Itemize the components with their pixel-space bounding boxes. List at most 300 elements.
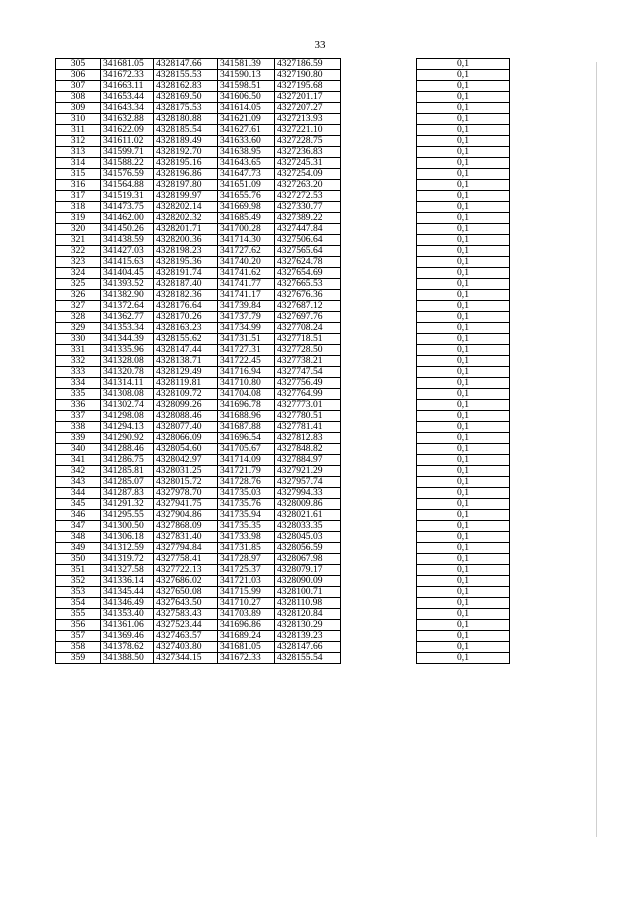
point-number-cell: 315 (56, 169, 101, 180)
y1-coordinate-cell: 4328042.97 (154, 455, 218, 466)
right-margin-rule (596, 62, 597, 837)
y2-coordinate-cell: 4327254.09 (275, 169, 341, 180)
y1-coordinate-cell: 4328099.26 (154, 400, 218, 411)
y1-coordinate-cell: 4328187.40 (154, 279, 218, 290)
x2-coordinate-cell: 341714.09 (218, 455, 275, 466)
x1-coordinate-cell: 341462.00 (101, 213, 154, 224)
empty-column-cell (341, 389, 417, 400)
y2-coordinate-cell: 4327747.54 (275, 367, 341, 378)
value-cell: 0,1 (417, 609, 510, 620)
point-number-cell: 332 (56, 356, 101, 367)
value-cell: 0,1 (417, 246, 510, 257)
table-row (56, 499, 510, 510)
x2-coordinate-cell: 341728.76 (218, 477, 275, 488)
empty-column-cell (341, 81, 417, 92)
y2-coordinate-cell: 4328147.66 (275, 642, 341, 653)
y2-coordinate-cell: 4327738.21 (275, 356, 341, 367)
x1-coordinate-cell: 341314.11 (101, 378, 154, 389)
table-row (56, 587, 510, 598)
x2-coordinate-cell: 341700.28 (218, 224, 275, 235)
y2-coordinate-cell: 4327201.17 (275, 92, 341, 103)
point-number-cell: 326 (56, 290, 101, 301)
y2-coordinate-cell: 4327236.83 (275, 147, 341, 158)
y1-coordinate-cell: 4328185.54 (154, 125, 218, 136)
table-row (56, 224, 510, 235)
table-row (56, 466, 510, 477)
y2-coordinate-cell: 4327195.68 (275, 81, 341, 92)
empty-column-cell (341, 565, 417, 576)
x1-coordinate-cell: 341336.14 (101, 576, 154, 587)
x2-coordinate-cell: 341710.27 (218, 598, 275, 609)
value-cell: 0,1 (417, 81, 510, 92)
x2-coordinate-cell: 341737.79 (218, 312, 275, 323)
value-cell: 0,1 (417, 356, 510, 367)
y1-coordinate-cell: 4328109.72 (154, 389, 218, 400)
point-number-cell: 320 (56, 224, 101, 235)
x1-coordinate-cell: 341404.45 (101, 268, 154, 279)
point-number-cell: 333 (56, 367, 101, 378)
empty-column-cell (341, 268, 417, 279)
y2-coordinate-cell: 4327781.41 (275, 422, 341, 433)
y1-coordinate-cell: 4328163.23 (154, 323, 218, 334)
x2-coordinate-cell: 341627.61 (218, 125, 275, 136)
y1-coordinate-cell: 4328198.23 (154, 246, 218, 257)
y2-coordinate-cell: 4327186.59 (275, 59, 341, 70)
y1-coordinate-cell: 4328077.40 (154, 422, 218, 433)
point-number-cell: 348 (56, 532, 101, 543)
point-number-cell: 331 (56, 345, 101, 356)
empty-column-cell (341, 422, 417, 433)
point-number-cell: 308 (56, 92, 101, 103)
value-cell: 0,1 (417, 455, 510, 466)
value-cell: 0,1 (417, 257, 510, 268)
point-number-cell: 314 (56, 158, 101, 169)
value-cell: 0,1 (417, 411, 510, 422)
empty-column-cell (341, 334, 417, 345)
x2-coordinate-cell: 341681.05 (218, 642, 275, 653)
table-row (56, 433, 510, 444)
x2-coordinate-cell: 341715.99 (218, 587, 275, 598)
empty-column-cell (341, 235, 417, 246)
value-cell: 0,1 (417, 433, 510, 444)
point-number-cell: 305 (56, 59, 101, 70)
value-cell: 0,1 (417, 92, 510, 103)
x1-coordinate-cell: 341663.11 (101, 81, 154, 92)
y2-coordinate-cell: 4328090.09 (275, 576, 341, 587)
y2-coordinate-cell: 4327812.83 (275, 433, 341, 444)
point-number-cell: 357 (56, 631, 101, 642)
value-cell: 0,1 (417, 147, 510, 158)
x1-coordinate-cell: 341611.02 (101, 136, 154, 147)
table-row (56, 631, 510, 642)
point-number-cell: 313 (56, 147, 101, 158)
x1-coordinate-cell: 341438.59 (101, 235, 154, 246)
x2-coordinate-cell: 341705.67 (218, 444, 275, 455)
value-cell: 0,1 (417, 59, 510, 70)
x1-coordinate-cell: 341622.09 (101, 125, 154, 136)
y2-coordinate-cell: 4327330.77 (275, 202, 341, 213)
coordinates-table (55, 58, 510, 664)
x2-coordinate-cell: 341672.33 (218, 653, 275, 664)
point-number-cell: 312 (56, 136, 101, 147)
y1-coordinate-cell: 4328191.74 (154, 268, 218, 279)
y1-coordinate-cell: 4328088.46 (154, 411, 218, 422)
empty-column-cell (341, 323, 417, 334)
point-number-cell: 339 (56, 433, 101, 444)
point-number-cell: 356 (56, 620, 101, 631)
y1-coordinate-cell: 4328031.25 (154, 466, 218, 477)
value-cell: 0,1 (417, 554, 510, 565)
x2-coordinate-cell: 341735.76 (218, 499, 275, 510)
point-number-cell: 334 (56, 378, 101, 389)
x1-coordinate-cell: 341344.39 (101, 334, 154, 345)
table-row (56, 59, 510, 70)
empty-column-cell (341, 224, 417, 235)
y1-coordinate-cell: 4328054.60 (154, 444, 218, 455)
y1-coordinate-cell: 4328195.36 (154, 257, 218, 268)
empty-column-cell (341, 202, 417, 213)
x2-coordinate-cell: 341714.30 (218, 235, 275, 246)
x1-coordinate-cell: 341361.06 (101, 620, 154, 631)
value-cell: 0,1 (417, 180, 510, 191)
x1-coordinate-cell: 341300.50 (101, 521, 154, 532)
y1-coordinate-cell: 4328192.70 (154, 147, 218, 158)
point-number-cell: 316 (56, 180, 101, 191)
value-cell: 0,1 (417, 169, 510, 180)
table-row (56, 510, 510, 521)
point-number-cell: 322 (56, 246, 101, 257)
y2-coordinate-cell: 4327190.80 (275, 70, 341, 81)
x2-coordinate-cell: 341688.96 (218, 411, 275, 422)
x1-coordinate-cell: 341643.34 (101, 103, 154, 114)
y2-coordinate-cell: 4327780.51 (275, 411, 341, 422)
point-number-cell: 310 (56, 114, 101, 125)
table-row (56, 543, 510, 554)
empty-column-cell (341, 356, 417, 367)
table-row (56, 136, 510, 147)
y1-coordinate-cell: 4327978.70 (154, 488, 218, 499)
x1-coordinate-cell: 341286.75 (101, 455, 154, 466)
table-row (56, 70, 510, 81)
y1-coordinate-cell: 4328195.16 (154, 158, 218, 169)
x2-coordinate-cell: 341735.35 (218, 521, 275, 532)
y1-coordinate-cell: 4328162.83 (154, 81, 218, 92)
x1-coordinate-cell: 341378.62 (101, 642, 154, 653)
x1-coordinate-cell: 341393.52 (101, 279, 154, 290)
value-cell: 0,1 (417, 70, 510, 81)
x2-coordinate-cell: 341721.03 (218, 576, 275, 587)
x1-coordinate-cell: 341319.72 (101, 554, 154, 565)
y2-coordinate-cell: 4327263.20 (275, 180, 341, 191)
y2-coordinate-cell: 4328056.59 (275, 543, 341, 554)
table-row (56, 81, 510, 92)
x1-coordinate-cell: 341353.34 (101, 323, 154, 334)
page-number: 33 (314, 39, 326, 51)
y2-coordinate-cell: 4328100.71 (275, 587, 341, 598)
table-row (56, 323, 510, 334)
value-cell: 0,1 (417, 499, 510, 510)
empty-column-cell (341, 598, 417, 609)
y1-coordinate-cell: 4328170.26 (154, 312, 218, 323)
empty-column-cell (341, 191, 417, 202)
x1-coordinate-cell: 341302.74 (101, 400, 154, 411)
x1-coordinate-cell: 341294.13 (101, 422, 154, 433)
value-cell: 0,1 (417, 532, 510, 543)
y1-coordinate-cell: 4327650.08 (154, 587, 218, 598)
table-row (56, 642, 510, 653)
x1-coordinate-cell: 341632.88 (101, 114, 154, 125)
value-cell: 0,1 (417, 158, 510, 169)
table-row (56, 653, 510, 664)
x1-coordinate-cell: 341415.63 (101, 257, 154, 268)
point-number-cell: 347 (56, 521, 101, 532)
value-cell: 0,1 (417, 543, 510, 554)
table-row (56, 488, 510, 499)
x1-coordinate-cell: 341473.75 (101, 202, 154, 213)
x1-coordinate-cell: 341388.50 (101, 653, 154, 664)
empty-column-cell (341, 521, 417, 532)
empty-column-cell (341, 488, 417, 499)
y1-coordinate-cell: 4327941.75 (154, 499, 218, 510)
value-cell: 0,1 (417, 301, 510, 312)
x2-coordinate-cell: 341614.05 (218, 103, 275, 114)
table-row (56, 257, 510, 268)
table-row (56, 301, 510, 312)
x2-coordinate-cell: 341704.08 (218, 389, 275, 400)
table-row (56, 400, 510, 411)
y1-coordinate-cell: 4328180.88 (154, 114, 218, 125)
table-row (56, 367, 510, 378)
empty-column-cell (341, 180, 417, 191)
value-cell: 0,1 (417, 345, 510, 356)
empty-column-cell (341, 59, 417, 70)
x2-coordinate-cell: 341735.03 (218, 488, 275, 499)
value-cell: 0,1 (417, 488, 510, 499)
table-row (56, 532, 510, 543)
point-number-cell: 346 (56, 510, 101, 521)
empty-column-cell (341, 444, 417, 455)
y1-coordinate-cell: 4328200.36 (154, 235, 218, 246)
point-number-cell: 344 (56, 488, 101, 499)
table-row (56, 565, 510, 576)
x1-coordinate-cell: 341353.40 (101, 609, 154, 620)
value-cell: 0,1 (417, 598, 510, 609)
empty-column-cell (341, 653, 417, 664)
y2-coordinate-cell: 4328110.98 (275, 598, 341, 609)
point-number-cell: 335 (56, 389, 101, 400)
point-number-cell: 336 (56, 400, 101, 411)
x1-coordinate-cell: 341564.88 (101, 180, 154, 191)
y1-coordinate-cell: 4328201.71 (154, 224, 218, 235)
y1-coordinate-cell: 4328169.50 (154, 92, 218, 103)
y1-coordinate-cell: 4327463.57 (154, 631, 218, 642)
y2-coordinate-cell: 4327994.33 (275, 488, 341, 499)
table-row (56, 114, 510, 125)
empty-column-cell (341, 114, 417, 125)
y1-coordinate-cell: 4327868.09 (154, 521, 218, 532)
x2-coordinate-cell: 341643.65 (218, 158, 275, 169)
point-number-cell: 319 (56, 213, 101, 224)
empty-column-cell (341, 147, 417, 158)
y1-coordinate-cell: 4328202.32 (154, 213, 218, 224)
y1-coordinate-cell: 4328015.72 (154, 477, 218, 488)
x1-coordinate-cell: 341327.58 (101, 565, 154, 576)
table-row (56, 389, 510, 400)
y2-coordinate-cell: 4327389.22 (275, 213, 341, 224)
y1-coordinate-cell: 4327523.44 (154, 620, 218, 631)
point-number-cell: 329 (56, 323, 101, 334)
table-row (56, 202, 510, 213)
point-number-cell: 321 (56, 235, 101, 246)
y2-coordinate-cell: 4327272.53 (275, 191, 341, 202)
x2-coordinate-cell: 341687.88 (218, 422, 275, 433)
y2-coordinate-cell: 4327676.36 (275, 290, 341, 301)
table-row (56, 180, 510, 191)
point-number-cell: 337 (56, 411, 101, 422)
empty-column-cell (341, 631, 417, 642)
y2-coordinate-cell: 4327213.93 (275, 114, 341, 125)
table-row (56, 147, 510, 158)
x1-coordinate-cell: 341328.08 (101, 356, 154, 367)
empty-column-cell (341, 312, 417, 323)
y2-coordinate-cell: 4327764.99 (275, 389, 341, 400)
y1-coordinate-cell: 4328147.44 (154, 345, 218, 356)
empty-column-cell (341, 367, 417, 378)
empty-column-cell (341, 213, 417, 224)
y2-coordinate-cell: 4327207.27 (275, 103, 341, 114)
x1-coordinate-cell: 341369.46 (101, 631, 154, 642)
x2-coordinate-cell: 341733.98 (218, 532, 275, 543)
value-cell: 0,1 (417, 136, 510, 147)
empty-column-cell (341, 279, 417, 290)
empty-column-cell (341, 158, 417, 169)
x2-coordinate-cell: 341655.76 (218, 191, 275, 202)
value-cell: 0,1 (417, 631, 510, 642)
value-cell: 0,1 (417, 125, 510, 136)
y1-coordinate-cell: 4328202.14 (154, 202, 218, 213)
x2-coordinate-cell: 341727.31 (218, 345, 275, 356)
x1-coordinate-cell: 341382.90 (101, 290, 154, 301)
y2-coordinate-cell: 4327665.53 (275, 279, 341, 290)
point-number-cell: 330 (56, 334, 101, 345)
point-number-cell: 340 (56, 444, 101, 455)
table-row (56, 334, 510, 345)
empty-column-cell (341, 411, 417, 422)
value-cell: 0,1 (417, 653, 510, 664)
y1-coordinate-cell: 4328129.49 (154, 367, 218, 378)
x1-coordinate-cell: 341345.44 (101, 587, 154, 598)
table-row (56, 598, 510, 609)
x2-coordinate-cell: 341638.95 (218, 147, 275, 158)
value-cell: 0,1 (417, 389, 510, 400)
x2-coordinate-cell: 341731.51 (218, 334, 275, 345)
table-row (56, 576, 510, 587)
y2-coordinate-cell: 4327848.82 (275, 444, 341, 455)
y2-coordinate-cell: 4328067.98 (275, 554, 341, 565)
table-row (56, 521, 510, 532)
table-row (56, 103, 510, 114)
value-cell: 0,1 (417, 224, 510, 235)
point-number-cell: 307 (56, 81, 101, 92)
empty-column-cell (341, 455, 417, 466)
x2-coordinate-cell: 341741.17 (218, 290, 275, 301)
y1-coordinate-cell: 4328138.71 (154, 356, 218, 367)
x2-coordinate-cell: 341696.86 (218, 620, 275, 631)
value-cell: 0,1 (417, 576, 510, 587)
empty-column-cell (341, 543, 417, 554)
empty-column-cell (341, 400, 417, 411)
x2-coordinate-cell: 341731.85 (218, 543, 275, 554)
y2-coordinate-cell: 4327447.84 (275, 224, 341, 235)
x1-coordinate-cell: 341346.49 (101, 598, 154, 609)
y1-coordinate-cell: 4328182.36 (154, 290, 218, 301)
value-cell: 0,1 (417, 422, 510, 433)
y2-coordinate-cell: 4327687.12 (275, 301, 341, 312)
empty-column-cell (341, 554, 417, 565)
y1-coordinate-cell: 4327403.80 (154, 642, 218, 653)
point-number-cell: 318 (56, 202, 101, 213)
x2-coordinate-cell: 341696.54 (218, 433, 275, 444)
y2-coordinate-cell: 4328021.61 (275, 510, 341, 521)
y2-coordinate-cell: 4327884.97 (275, 455, 341, 466)
table-row (56, 169, 510, 180)
x2-coordinate-cell: 341696.78 (218, 400, 275, 411)
value-cell: 0,1 (417, 587, 510, 598)
y1-coordinate-cell: 4328066.09 (154, 433, 218, 444)
point-number-cell: 343 (56, 477, 101, 488)
empty-column-cell (341, 125, 417, 136)
x2-coordinate-cell: 341740.20 (218, 257, 275, 268)
empty-column-cell (341, 257, 417, 268)
empty-column-cell (341, 620, 417, 631)
x1-coordinate-cell: 341308.08 (101, 389, 154, 400)
x2-coordinate-cell: 341721.79 (218, 466, 275, 477)
table-row (56, 312, 510, 323)
table-row (56, 279, 510, 290)
x1-coordinate-cell: 341362.77 (101, 312, 154, 323)
x1-coordinate-cell: 341285.07 (101, 477, 154, 488)
x2-coordinate-cell: 341669.98 (218, 202, 275, 213)
y2-coordinate-cell: 4327728.50 (275, 345, 341, 356)
y2-coordinate-cell: 4328045.03 (275, 532, 341, 543)
table-row (56, 422, 510, 433)
y1-coordinate-cell: 4327794.84 (154, 543, 218, 554)
x2-coordinate-cell: 341598.51 (218, 81, 275, 92)
x1-coordinate-cell: 341295.55 (101, 510, 154, 521)
empty-column-cell (341, 136, 417, 147)
x2-coordinate-cell: 341590.13 (218, 70, 275, 81)
empty-column-cell (341, 609, 417, 620)
empty-column-cell (341, 246, 417, 257)
y1-coordinate-cell: 4328196.86 (154, 169, 218, 180)
x1-coordinate-cell: 341681.05 (101, 59, 154, 70)
x1-coordinate-cell: 341588.22 (101, 158, 154, 169)
value-cell: 0,1 (417, 213, 510, 224)
y2-coordinate-cell: 4328130.29 (275, 620, 341, 631)
y1-coordinate-cell: 4327344.15 (154, 653, 218, 664)
y2-coordinate-cell: 4328079.17 (275, 565, 341, 576)
y1-coordinate-cell: 4328189.49 (154, 136, 218, 147)
value-cell: 0,1 (417, 620, 510, 631)
x2-coordinate-cell: 341716.94 (218, 367, 275, 378)
x1-coordinate-cell: 341291.32 (101, 499, 154, 510)
x2-coordinate-cell: 341606.50 (218, 92, 275, 103)
y2-coordinate-cell: 4327708.24 (275, 323, 341, 334)
x2-coordinate-cell: 341728.97 (218, 554, 275, 565)
x2-coordinate-cell: 341722.45 (218, 356, 275, 367)
empty-column-cell (341, 169, 417, 180)
x1-coordinate-cell: 341288.46 (101, 444, 154, 455)
